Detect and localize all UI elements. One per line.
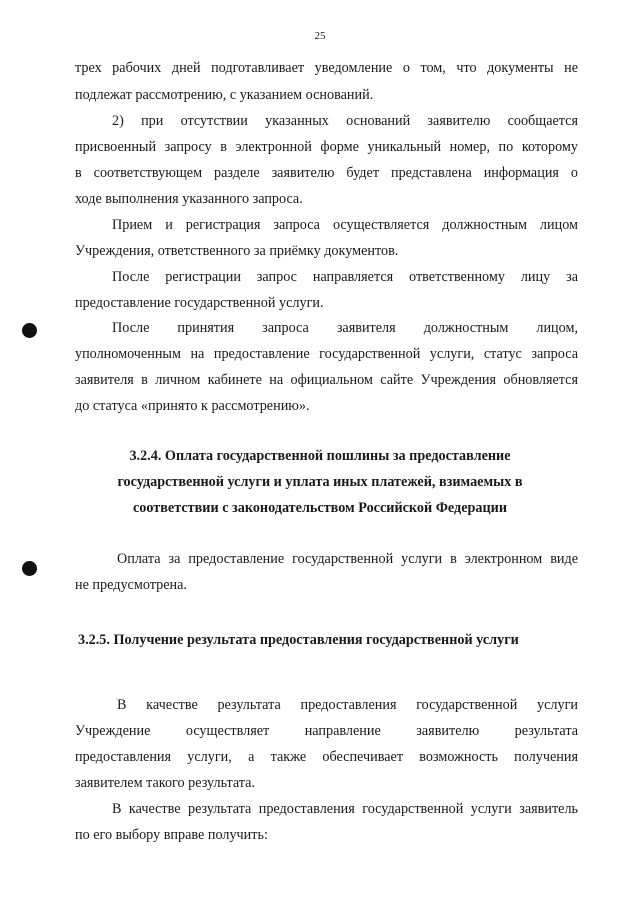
section-heading-3-2-4: соответствии с законодательством Российской Федерации: [133, 500, 507, 516]
section-heading-3-2-4: 3.2.4. Оплата государственной пошлины за предоставление: [129, 448, 511, 464]
text-line: Прием и регистрация запроса осуществляется должностным лицом: [112, 217, 578, 233]
text-line: После принятия запроса заявителя должностным лицом,: [112, 320, 578, 336]
text-line: Оплата за предоставление государственной услуги в электронном виде: [117, 551, 578, 567]
text-line: ходе выполнения указанного запроса.: [75, 191, 303, 207]
text-line: 2) при отсутствии указанных оснований заявителю сообщается: [112, 113, 578, 129]
text-line: трех рабочих дней подготавливает уведомление о том, что документы не: [75, 60, 578, 76]
text-line: уполномоченным на предоставление государственной услуги, статус запроса: [75, 346, 578, 362]
text-line: Учреждения, ответственного за приёмку документов.: [75, 243, 399, 259]
text-line: по его выбору вправе получить:: [75, 827, 268, 843]
page-number: 25: [314, 30, 326, 42]
binder-hole-mark: [22, 323, 37, 338]
text-line: Учреждение осуществляет направление заявителю результата: [75, 723, 578, 739]
binder-hole-mark: [22, 561, 37, 576]
text-line: предоставления услуги, а также обеспечивает возможность получения: [75, 749, 578, 765]
text-line: не предусмотрена.: [75, 577, 187, 593]
text-line: до статуса «принято к рассмотрению».: [75, 398, 310, 414]
text-line: В качестве результата предоставления государственной услуги заявитель: [112, 801, 578, 817]
text-line: в соответствующем разделе заявителю будет представлена информация о: [75, 165, 578, 181]
text-line: заявителем такого результата.: [75, 775, 256, 791]
text-line: предоставление государственной услуги.: [75, 295, 324, 311]
text-line: присвоенный запросу в электронной форме уникальный номер, по которому: [75, 139, 578, 155]
text-line: заявителя в личном кабинете на официальном сайте Учреждения обновляется: [75, 372, 578, 388]
text-line: подлежат рассмотрению, с указанием оснований.: [75, 87, 374, 103]
section-heading-3-2-4: государственной услуги и уплата иных платежей, взимаемых в: [117, 474, 523, 490]
text-line: В качестве результата предоставления государственной услуги: [117, 697, 578, 713]
section-heading-3-2-5: 3.2.5. Получение результата предоставления государственной услуги: [78, 632, 519, 648]
text-line: После регистрации запрос направляется ответственному лицу за: [112, 269, 578, 285]
